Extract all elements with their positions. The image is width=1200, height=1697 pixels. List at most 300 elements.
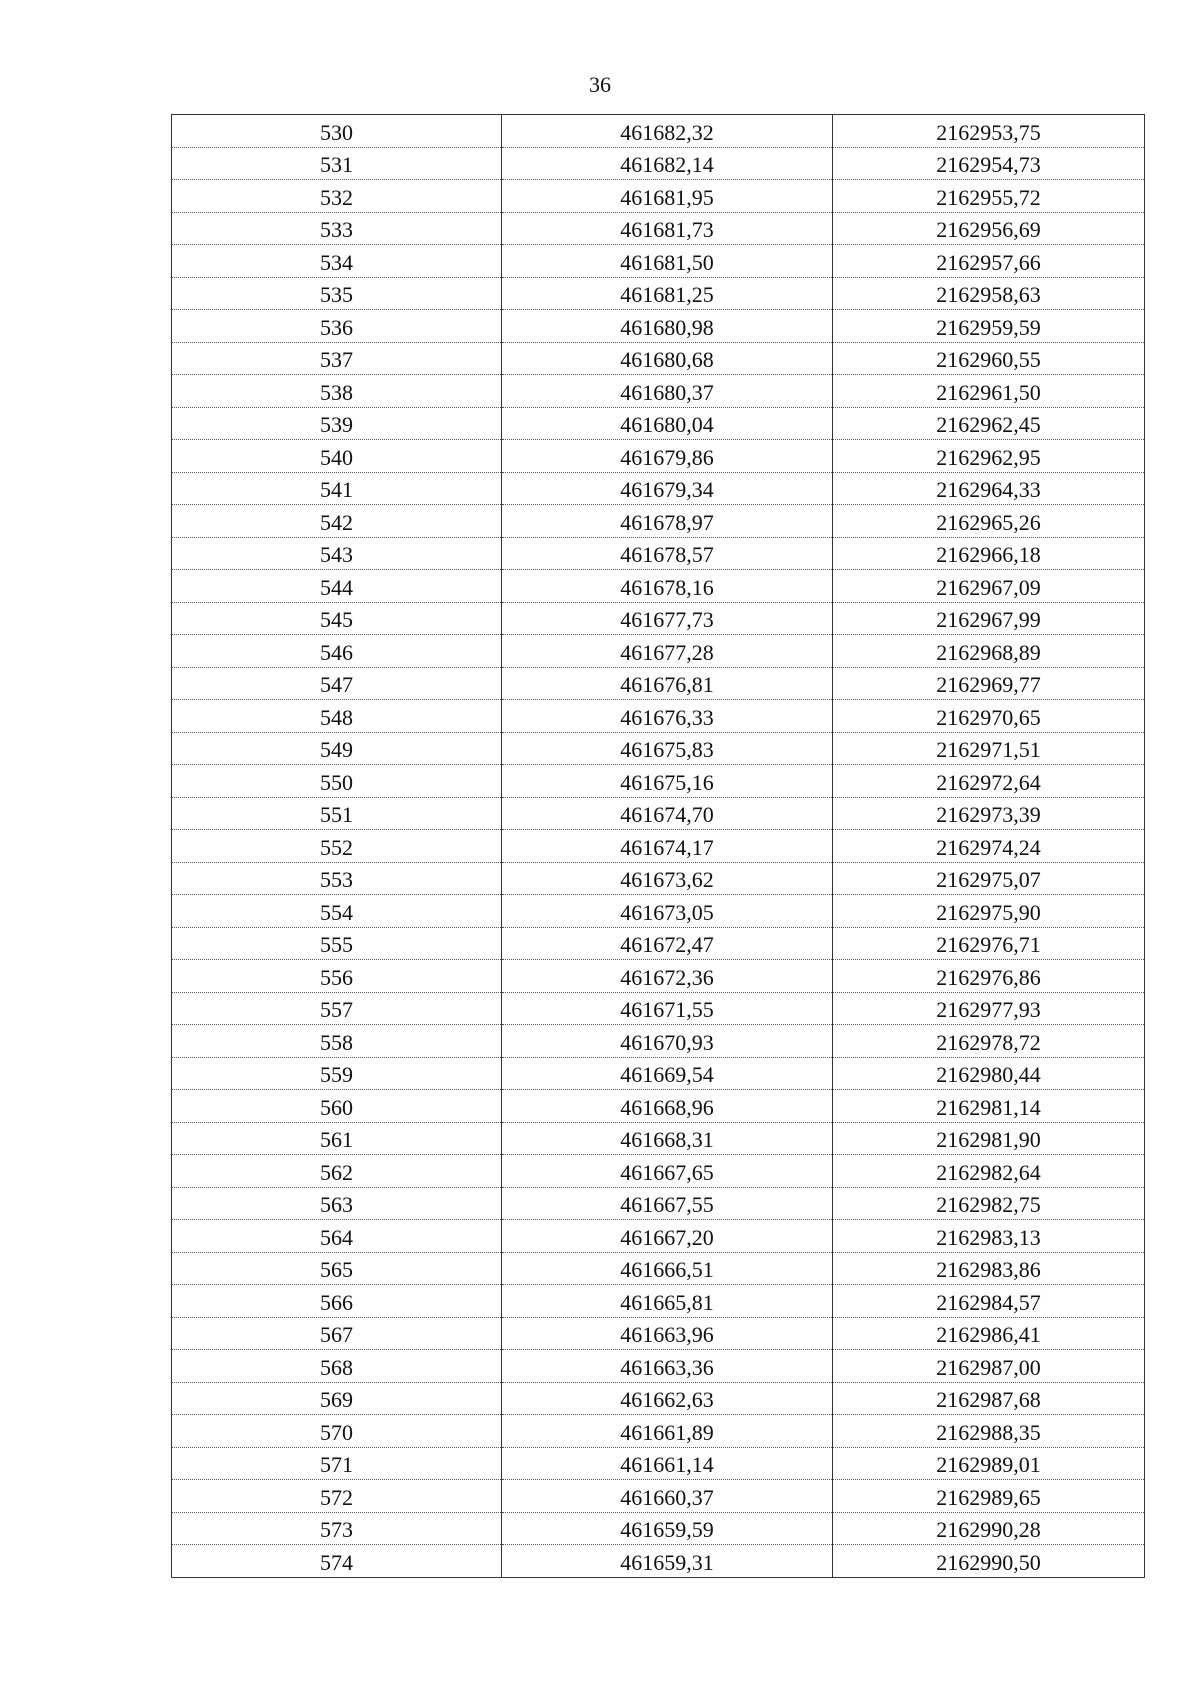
cell-value: 2162968,89 [936, 639, 1041, 665]
point-number-cell [172, 830, 502, 863]
cell-value: 2162989,01 [936, 1452, 1041, 1477]
point-number-cell [172, 440, 502, 473]
cell-value: 461681,50 [620, 249, 714, 275]
cell-value: 533 [320, 217, 353, 242]
table-row [172, 277, 1145, 310]
cell-value: 564 [320, 1224, 353, 1250]
cell-value: 2162958,63 [936, 282, 1041, 307]
cell-value: 557 [320, 997, 353, 1022]
cell-value: 2162983,13 [936, 1224, 1041, 1250]
cell-value: 461667,65 [620, 1159, 714, 1185]
cell-value: 2162982,75 [936, 1192, 1041, 1217]
cell-value: 461668,96 [620, 1094, 714, 1120]
cell-value: 461682,32 [620, 119, 714, 145]
x-coordinate-cell [502, 635, 833, 668]
table-row [172, 1317, 1145, 1350]
x-coordinate-cell [502, 245, 833, 278]
cell-value: 461661,14 [620, 1452, 714, 1477]
y-coordinate-cell [833, 1285, 1145, 1318]
x-coordinate-cell [502, 1187, 833, 1220]
cell-value: 574 [320, 1549, 353, 1575]
y-coordinate-cell [833, 1057, 1145, 1090]
cell-value: 2162981,90 [936, 1127, 1041, 1152]
cell-value: 568 [320, 1354, 353, 1380]
table-row [172, 635, 1145, 668]
cell-value: 461681,73 [620, 217, 714, 242]
x-coordinate-cell [502, 797, 833, 830]
cell-value: 2162964,33 [936, 477, 1041, 502]
x-coordinate-cell [502, 732, 833, 765]
cell-value: 537 [320, 347, 353, 372]
cell-value: 548 [320, 704, 353, 730]
y-coordinate-cell [833, 147, 1145, 180]
x-coordinate-cell [502, 1317, 833, 1350]
cell-value: 550 [320, 769, 353, 795]
cell-value: 536 [320, 314, 353, 340]
y-coordinate-cell [833, 1122, 1145, 1155]
point-number-cell [172, 797, 502, 830]
cell-value: 558 [320, 1029, 353, 1055]
point-number-cell [172, 1057, 502, 1090]
point-number-cell [172, 407, 502, 440]
x-coordinate-cell [502, 472, 833, 505]
x-coordinate-cell [502, 1512, 833, 1545]
y-coordinate-cell [833, 895, 1145, 928]
table-row [172, 765, 1145, 798]
y-coordinate-cell [833, 1415, 1145, 1448]
table-row [172, 1382, 1145, 1415]
table-row [172, 1350, 1145, 1383]
point-number-cell [172, 375, 502, 408]
y-coordinate-cell [833, 245, 1145, 278]
cell-value: 552 [320, 834, 353, 860]
cell-value: 531 [320, 152, 353, 177]
x-coordinate-cell [502, 310, 833, 343]
x-coordinate-cell [502, 1382, 833, 1415]
x-coordinate-cell [502, 862, 833, 895]
cell-value: 2162975,07 [936, 867, 1041, 892]
x-coordinate-cell [502, 407, 833, 440]
cell-value: 2162980,44 [936, 1062, 1041, 1087]
point-number-cell [172, 570, 502, 603]
cell-value: 461680,68 [620, 347, 714, 372]
cell-value: 530 [320, 119, 353, 145]
point-number-cell [172, 537, 502, 570]
cell-value: 539 [320, 412, 353, 437]
table-row [172, 927, 1145, 960]
table-row [172, 667, 1145, 700]
point-number-cell [172, 245, 502, 278]
y-coordinate-cell [833, 212, 1145, 245]
cell-value: 556 [320, 964, 353, 990]
table-row [172, 1512, 1145, 1545]
x-coordinate-cell [502, 147, 833, 180]
x-coordinate-cell [502, 1545, 833, 1578]
cell-value: 2162956,69 [936, 217, 1041, 242]
x-coordinate-cell [502, 602, 833, 635]
cell-value: 461677,73 [620, 607, 714, 632]
cell-value: 2162970,65 [936, 704, 1041, 730]
cell-value: 547 [320, 672, 353, 697]
cell-value: 461670,93 [620, 1029, 714, 1055]
point-number-cell [172, 1025, 502, 1058]
cell-value: 570 [320, 1419, 353, 1445]
cell-value: 461672,36 [620, 964, 714, 990]
cell-value: 2162978,72 [936, 1029, 1041, 1055]
cell-value: 2162976,71 [936, 932, 1041, 957]
table-row [172, 960, 1145, 993]
cell-value: 567 [320, 1322, 353, 1347]
cell-value: 461675,16 [620, 769, 714, 795]
point-number-cell [172, 667, 502, 700]
cell-value: 461680,04 [620, 412, 714, 437]
cell-value: 461678,57 [620, 542, 714, 567]
x-coordinate-cell [502, 1155, 833, 1188]
y-coordinate-cell [833, 667, 1145, 700]
x-coordinate-cell [502, 1415, 833, 1448]
cell-value: 461676,33 [620, 704, 714, 730]
y-coordinate-cell [833, 277, 1145, 310]
cell-value: 461680,37 [620, 379, 714, 405]
cell-value: 569 [320, 1387, 353, 1412]
cell-value: 2162962,45 [936, 412, 1041, 437]
y-coordinate-cell [833, 1220, 1145, 1253]
cell-value: 554 [320, 899, 353, 925]
point-number-cell [172, 732, 502, 765]
cell-value: 541 [320, 477, 353, 502]
cell-value: 2162961,50 [936, 379, 1041, 405]
point-number-cell [172, 1220, 502, 1253]
x-coordinate-cell [502, 1447, 833, 1480]
x-coordinate-cell [502, 895, 833, 928]
table-row [172, 1447, 1145, 1480]
y-coordinate-cell [833, 342, 1145, 375]
coordinates-table [171, 114, 1145, 1578]
cell-value: 555 [320, 932, 353, 957]
x-coordinate-cell [502, 1350, 833, 1383]
y-coordinate-cell [833, 1317, 1145, 1350]
cell-value: 563 [320, 1192, 353, 1217]
y-coordinate-cell [833, 830, 1145, 863]
x-coordinate-cell [502, 1090, 833, 1123]
table-row [172, 830, 1145, 863]
x-coordinate-cell [502, 570, 833, 603]
point-number-cell [172, 602, 502, 635]
cell-value: 2162972,64 [936, 769, 1041, 795]
table-row [172, 342, 1145, 375]
table-row [172, 537, 1145, 570]
table-row [172, 895, 1145, 928]
y-coordinate-cell [833, 407, 1145, 440]
cell-value: 461676,81 [620, 672, 714, 697]
cell-value: 560 [320, 1094, 353, 1120]
point-number-cell [172, 700, 502, 733]
y-coordinate-cell [833, 310, 1145, 343]
point-number-cell [172, 1090, 502, 1123]
cell-value: 461663,96 [620, 1322, 714, 1347]
cell-value: 549 [320, 737, 353, 762]
point-number-cell [172, 927, 502, 960]
x-coordinate-cell [502, 700, 833, 733]
cell-value: 2162986,41 [936, 1322, 1041, 1347]
cell-value: 546 [320, 639, 353, 665]
y-coordinate-cell [833, 765, 1145, 798]
cell-value: 532 [320, 184, 353, 210]
x-coordinate-cell [502, 667, 833, 700]
cell-value: 461665,81 [620, 1289, 714, 1315]
y-coordinate-cell [833, 537, 1145, 570]
table-row [172, 472, 1145, 505]
y-coordinate-cell [833, 1350, 1145, 1383]
cell-value: 2162975,90 [936, 899, 1041, 925]
page-number: 36 [589, 72, 611, 97]
table-row [172, 115, 1145, 148]
cell-value: 461680,98 [620, 314, 714, 340]
table-row [172, 1415, 1145, 1448]
table-row [172, 1122, 1145, 1155]
table-row [172, 732, 1145, 765]
coordinates-table-body [172, 115, 1145, 1578]
table-row [172, 1480, 1145, 1513]
table-row [172, 1090, 1145, 1123]
cell-value: 461673,62 [620, 867, 714, 892]
cell-value: 2162989,65 [936, 1484, 1041, 1510]
cell-value: 461668,31 [620, 1127, 714, 1152]
y-coordinate-cell [833, 505, 1145, 538]
y-coordinate-cell [833, 1447, 1145, 1480]
cell-value: 461662,63 [620, 1387, 714, 1412]
point-number-cell [172, 1285, 502, 1318]
point-number-cell [172, 1350, 502, 1383]
y-coordinate-cell [833, 1252, 1145, 1285]
x-coordinate-cell [502, 1122, 833, 1155]
cell-value: 2162960,55 [936, 347, 1041, 372]
point-number-cell [172, 1545, 502, 1578]
point-number-cell [172, 115, 502, 148]
y-coordinate-cell [833, 1512, 1145, 1545]
y-coordinate-cell [833, 960, 1145, 993]
x-coordinate-cell [502, 375, 833, 408]
cell-value: 2162967,09 [936, 574, 1041, 600]
cell-value: 461679,34 [620, 477, 714, 502]
cell-value: 461674,70 [620, 802, 714, 827]
cell-value: 461673,05 [620, 899, 714, 925]
y-coordinate-cell [833, 1545, 1145, 1578]
point-number-cell [172, 635, 502, 668]
point-number-cell [172, 212, 502, 245]
x-coordinate-cell [502, 277, 833, 310]
table-row [172, 570, 1145, 603]
y-coordinate-cell [833, 1090, 1145, 1123]
cell-value: 2162965,26 [936, 509, 1041, 535]
cell-value: 461675,83 [620, 737, 714, 762]
cell-value: 2162987,00 [936, 1354, 1041, 1380]
y-coordinate-cell [833, 1382, 1145, 1415]
cell-value: 461672,47 [620, 932, 714, 957]
point-number-cell [172, 1317, 502, 1350]
cell-value: 2162973,39 [936, 802, 1041, 827]
cell-value: 534 [320, 249, 353, 275]
x-coordinate-cell [502, 960, 833, 993]
cell-value: 565 [320, 1257, 353, 1282]
point-number-cell [172, 1187, 502, 1220]
cell-value: 2162957,66 [936, 249, 1041, 275]
y-coordinate-cell [833, 1480, 1145, 1513]
cell-value: 2162982,64 [936, 1159, 1041, 1185]
y-coordinate-cell [833, 992, 1145, 1025]
table-row [172, 1285, 1145, 1318]
x-coordinate-cell [502, 1285, 833, 1318]
y-coordinate-cell [833, 862, 1145, 895]
cell-value: 2162981,14 [936, 1094, 1041, 1120]
y-coordinate-cell [833, 927, 1145, 960]
y-coordinate-cell [833, 797, 1145, 830]
cell-value: 2162983,86 [936, 1257, 1041, 1282]
point-number-cell [172, 147, 502, 180]
cell-value: 2162967,99 [936, 607, 1041, 632]
cell-value: 562 [320, 1159, 353, 1185]
table-row [172, 1057, 1145, 1090]
cell-value: 2162971,51 [936, 737, 1041, 762]
x-coordinate-cell [502, 537, 833, 570]
y-coordinate-cell [833, 440, 1145, 473]
cell-value: 553 [320, 867, 353, 892]
cell-value: 2162959,59 [936, 314, 1041, 340]
point-number-cell [172, 960, 502, 993]
table-row [172, 797, 1145, 830]
y-coordinate-cell [833, 180, 1145, 213]
x-coordinate-cell [502, 1252, 833, 1285]
y-coordinate-cell [833, 635, 1145, 668]
cell-value: 461660,37 [620, 1484, 714, 1510]
table-row [172, 1545, 1145, 1578]
y-coordinate-cell [833, 472, 1145, 505]
point-number-cell [172, 505, 502, 538]
cell-value: 2162990,50 [936, 1549, 1041, 1575]
x-coordinate-cell [502, 342, 833, 375]
table-row [172, 992, 1145, 1025]
table-row [172, 862, 1145, 895]
cell-value: 566 [320, 1289, 353, 1315]
table-row [172, 505, 1145, 538]
cell-value: 545 [320, 607, 353, 632]
x-coordinate-cell [502, 765, 833, 798]
cell-value: 461679,86 [620, 444, 714, 470]
x-coordinate-cell [502, 1480, 833, 1513]
cell-value: 2162988,35 [936, 1419, 1041, 1445]
table-row [172, 700, 1145, 733]
table-row [172, 1252, 1145, 1285]
point-number-cell [172, 277, 502, 310]
cell-value: 461659,31 [620, 1549, 714, 1575]
cell-value: 461667,55 [620, 1192, 714, 1217]
cell-value: 461671,55 [620, 997, 714, 1022]
point-number-cell [172, 992, 502, 1025]
cell-value: 461682,14 [620, 152, 714, 177]
x-coordinate-cell [502, 212, 833, 245]
cell-value: 461663,36 [620, 1354, 714, 1380]
y-coordinate-cell [833, 375, 1145, 408]
cell-value: 461666,51 [620, 1257, 714, 1282]
cell-value: 571 [320, 1452, 353, 1477]
cell-value: 2162962,95 [936, 444, 1041, 470]
point-number-cell [172, 310, 502, 343]
cell-value: 538 [320, 379, 353, 405]
y-coordinate-cell [833, 115, 1145, 148]
cell-value: 2162966,18 [936, 542, 1041, 567]
table-row [172, 245, 1145, 278]
cell-value: 2162990,28 [936, 1517, 1041, 1542]
table-row [172, 1220, 1145, 1253]
y-coordinate-cell [833, 570, 1145, 603]
table-row [172, 440, 1145, 473]
x-coordinate-cell [502, 1057, 833, 1090]
x-coordinate-cell [502, 115, 833, 148]
point-number-cell [172, 765, 502, 798]
cell-value: 535 [320, 282, 353, 307]
cell-value: 461677,28 [620, 639, 714, 665]
cell-value: 2162977,93 [936, 997, 1041, 1022]
x-coordinate-cell [502, 992, 833, 1025]
x-coordinate-cell [502, 440, 833, 473]
cell-value: 561 [320, 1127, 353, 1152]
point-number-cell [172, 1480, 502, 1513]
point-number-cell [172, 1252, 502, 1285]
point-number-cell [172, 1122, 502, 1155]
cell-value: 543 [320, 542, 353, 567]
point-number-cell [172, 342, 502, 375]
cell-value: 542 [320, 509, 353, 535]
cell-value: 461674,17 [620, 834, 714, 860]
cell-value: 2162987,68 [936, 1387, 1041, 1412]
point-number-cell [172, 862, 502, 895]
point-number-cell [172, 472, 502, 505]
y-coordinate-cell [833, 732, 1145, 765]
x-coordinate-cell [502, 1220, 833, 1253]
cell-value: 2162984,57 [936, 1289, 1041, 1315]
cell-value: 2162954,73 [936, 152, 1041, 177]
cell-value: 461667,20 [620, 1224, 714, 1250]
cell-value: 2162953,75 [936, 119, 1041, 145]
point-number-cell [172, 1415, 502, 1448]
point-number-cell [172, 895, 502, 928]
table-row [172, 212, 1145, 245]
table-row [172, 180, 1145, 213]
cell-value: 573 [320, 1517, 353, 1542]
cell-value: 2162955,72 [936, 184, 1041, 210]
x-coordinate-cell [502, 927, 833, 960]
cell-value: 461681,25 [620, 282, 714, 307]
table-row [172, 1187, 1145, 1220]
cell-value: 540 [320, 444, 353, 470]
table-row [172, 407, 1145, 440]
cell-value: 2162969,77 [936, 672, 1041, 697]
point-number-cell [172, 1155, 502, 1188]
cell-value: 544 [320, 574, 353, 600]
cell-value: 551 [320, 802, 353, 827]
cell-value: 461659,59 [620, 1517, 714, 1542]
y-coordinate-cell [833, 1155, 1145, 1188]
x-coordinate-cell [502, 1025, 833, 1058]
point-number-cell [172, 1512, 502, 1545]
table-row [172, 1025, 1145, 1058]
y-coordinate-cell [833, 602, 1145, 635]
y-coordinate-cell [833, 1187, 1145, 1220]
cell-value: 461669,54 [620, 1062, 714, 1087]
cell-value: 461661,89 [620, 1419, 714, 1445]
x-coordinate-cell [502, 180, 833, 213]
table-row [172, 375, 1145, 408]
